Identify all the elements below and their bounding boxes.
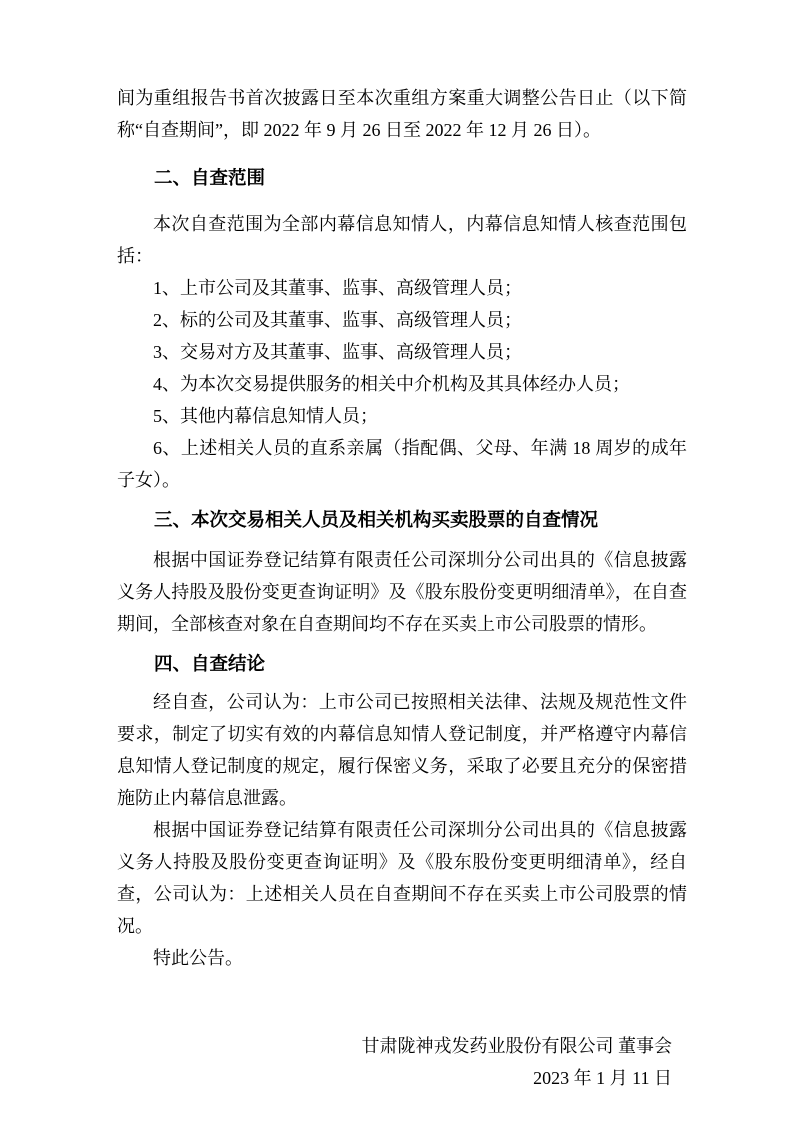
section4-paragraph-1: 经自查，公司认为：上市公司已按照相关法律、法规及规范性文件要求，制定了切实有效的内幕信息知情人登记制度，并严格遵守内幕信息知情人登记制度的规定，履行保密义务，采取了必要且充分的保密措施防止内幕信息泄露。	[117, 692, 687, 808]
closing-line: 特此公告。	[153, 948, 243, 968]
scope-list-item-3: 3、交易对方及其董事、监事、高级管理人员；	[153, 342, 522, 362]
continuation-paragraph: 间为重组报告书首次披露日至本次重组方案重大调整公告日止（以下简称“自查期间”，即 2022 年 9 月 26 日至 2022 年 12 月 26 日）。	[117, 88, 687, 140]
signature-company: 甘肃陇神戎发药业股份有限公司 董事会	[361, 1036, 672, 1056]
section3-paragraph: 根据中国证券登记结算有限责任公司深圳分公司出具的《信息披露义务人持股及股份变更查询证明》及《股东股份变更明细清单》，在自查期间，全部核查对象在自查期间均不存在买卖上市公司股票的情形。	[117, 550, 687, 634]
section4-heading: 四、自查结论	[154, 653, 266, 674]
section3-heading: 三、本次交易相关人员及相关机构买卖股票的自查情况	[154, 509, 599, 530]
signature-date: 2023 年 1 月 11 日	[533, 1068, 672, 1088]
scope-list-item-5: 5、其他内幕信息知情人员；	[153, 406, 378, 426]
scope-list-item-4: 4、为本次交易提供服务的相关中介机构及其具体经办人员；	[153, 374, 630, 394]
scope-list-item-6: 6、上述相关人员的直系亲属（指配偶、父母、年满 18 周岁的成年子女）。	[117, 438, 687, 490]
section2-heading: 二、自查范围	[154, 167, 266, 188]
scope-list-item-1: 1、上市公司及其董事、监事、高级管理人员；	[153, 278, 522, 298]
signature-block	[117, 1030, 687, 1094]
scope-list-item-2: 2、标的公司及其董事、监事、高级管理人员；	[153, 310, 522, 330]
section2-intro-paragraph: 本次自查范围为全部内幕信息知情人，内幕信息知情人核查范围包括：	[117, 214, 687, 266]
section4-paragraph-2: 根据中国证券登记结算有限责任公司深圳分公司出具的《信息披露义务人持股及股份变更查询证明》及《股东股份变更明细清单》，经自查，公司认为：上述相关人员在自查期间不存在买卖上市公司股票的情况。	[117, 820, 687, 936]
